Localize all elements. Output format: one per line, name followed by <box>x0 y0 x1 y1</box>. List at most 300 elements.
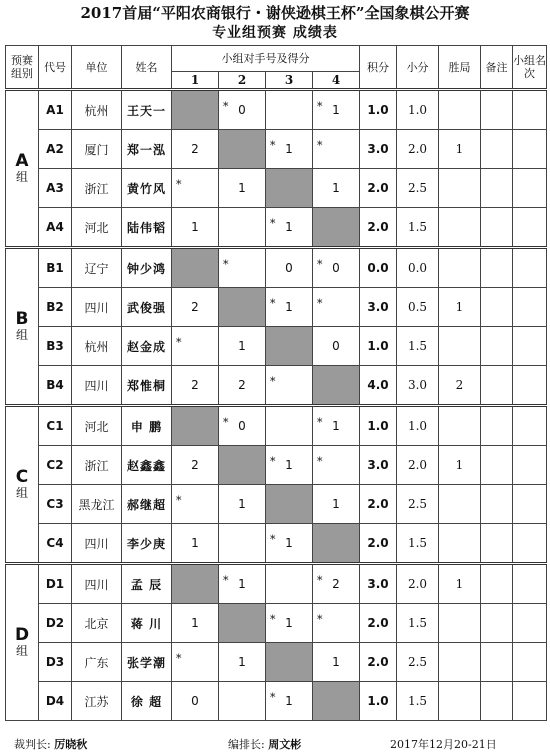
player-wins <box>439 643 481 682</box>
score-value: 2 <box>191 458 199 472</box>
player-name: 王天一 <box>122 90 172 130</box>
page-title: 2017首届“平阳农商银行・谢侠逊棋王杯”全国象棋公开赛 <box>80 4 470 22</box>
table-row <box>6 406 547 446</box>
player-points: 3.0 <box>360 288 397 327</box>
player-name: 孟 辰 <box>122 564 172 604</box>
player-code: D1 <box>39 564 72 604</box>
player-wins: 2 <box>439 366 481 406</box>
player-code: B1 <box>39 248 72 288</box>
footer-referee <box>14 736 87 752</box>
score-value: 1 <box>285 616 293 630</box>
self-cell <box>172 564 219 604</box>
player-points: 1.0 <box>360 90 397 130</box>
player-note <box>481 169 513 208</box>
header-tiebreak: 小分 <box>397 46 439 90</box>
player-unit: 北京 <box>72 604 122 643</box>
player-name: 申 鹏 <box>122 406 172 446</box>
star-mark: * <box>270 613 276 626</box>
player-unit: 厦门 <box>72 130 122 169</box>
score-value: 1 <box>191 616 199 630</box>
self-cell <box>313 366 360 406</box>
score-value: 1 <box>285 220 293 234</box>
score-cell <box>219 248 266 288</box>
score-value: 1 <box>332 419 340 433</box>
group-cell <box>6 90 39 248</box>
star-mark: * <box>176 494 182 507</box>
player-note <box>481 682 513 721</box>
self-cell <box>266 485 313 524</box>
player-tiebreak: 2.5 <box>397 643 439 682</box>
player-name: 郑一泓 <box>122 130 172 169</box>
player-points: 1.0 <box>360 327 397 366</box>
table-row <box>6 604 547 643</box>
score-cell <box>172 327 219 366</box>
table-row <box>6 248 547 288</box>
score-cell <box>266 446 313 485</box>
player-code: D3 <box>39 643 72 682</box>
player-note <box>481 406 513 446</box>
player-unit: 四川 <box>72 564 122 604</box>
player-wins: 1 <box>439 564 481 604</box>
score-value: 1 <box>285 694 293 708</box>
results-table <box>5 45 547 721</box>
score-cell <box>219 90 266 130</box>
player-points: 3.0 <box>360 446 397 485</box>
self-cell <box>266 643 313 682</box>
player-unit: 四川 <box>72 366 122 406</box>
star-mark: * <box>317 416 323 429</box>
player-wins <box>439 169 481 208</box>
player-code: A1 <box>39 90 72 130</box>
star-mark: * <box>223 258 229 271</box>
score-cell <box>172 288 219 327</box>
header-col-3: 3 <box>266 72 313 90</box>
player-code: B2 <box>39 288 72 327</box>
score-cell <box>313 169 360 208</box>
player-note <box>481 288 513 327</box>
player-tiebreak: 1.5 <box>397 524 439 564</box>
player-wins <box>439 90 481 130</box>
player-rank <box>513 327 547 366</box>
player-rank <box>513 604 547 643</box>
group-letter: D <box>14 624 30 645</box>
star-mark: * <box>270 375 276 388</box>
player-name: 徐 超 <box>122 682 172 721</box>
score-cell <box>313 643 360 682</box>
player-tiebreak: 2.5 <box>397 485 439 524</box>
score-cell <box>266 682 313 721</box>
player-name: 武俊强 <box>122 288 172 327</box>
group-label: 组 <box>15 643 28 658</box>
table-row <box>6 288 547 327</box>
table-row <box>6 485 547 524</box>
score-cell <box>219 564 266 604</box>
score-value: 1 <box>238 181 246 195</box>
player-unit: 河北 <box>72 208 122 248</box>
score-cell <box>266 248 313 288</box>
player-rank <box>513 366 547 406</box>
table-row <box>6 682 547 721</box>
score-cell <box>219 327 266 366</box>
player-tiebreak: 0.5 <box>397 288 439 327</box>
player-points: 3.0 <box>360 130 397 169</box>
star-mark: * <box>270 217 276 230</box>
score-cell <box>313 90 360 130</box>
score-cell <box>266 604 313 643</box>
player-tiebreak: 2.5 <box>397 169 439 208</box>
score-cell <box>313 327 360 366</box>
player-rank <box>513 169 547 208</box>
score-cell <box>313 130 360 169</box>
player-tiebreak: 2.0 <box>397 130 439 169</box>
star-mark: * <box>317 574 323 587</box>
star-mark: * <box>270 139 276 152</box>
star-mark: * <box>317 613 323 626</box>
self-cell <box>313 524 360 564</box>
player-unit: 辽宁 <box>72 248 122 288</box>
player-note <box>481 524 513 564</box>
star-mark: * <box>176 336 182 349</box>
score-cell <box>219 643 266 682</box>
score-value: 1 <box>238 339 246 353</box>
star-mark: * <box>270 691 276 704</box>
score-cell <box>172 169 219 208</box>
table-row <box>6 130 547 169</box>
player-unit: 杭州 <box>72 90 122 130</box>
player-points: 2.0 <box>360 169 397 208</box>
player-wins: 1 <box>439 288 481 327</box>
score-cell <box>266 406 313 446</box>
player-wins <box>439 682 481 721</box>
self-cell <box>172 406 219 446</box>
player-rank <box>513 406 547 446</box>
score-cell <box>172 643 219 682</box>
player-wins <box>439 248 481 288</box>
player-rank <box>513 248 547 288</box>
player-rank <box>513 485 547 524</box>
player-points: 2.0 <box>360 485 397 524</box>
score-cell <box>219 485 266 524</box>
score-cell <box>313 406 360 446</box>
player-rank <box>513 643 547 682</box>
player-wins: 1 <box>439 130 481 169</box>
player-unit: 河北 <box>72 406 122 446</box>
score-cell <box>172 524 219 564</box>
score-value: 1 <box>285 142 293 156</box>
results-body <box>6 90 547 721</box>
player-points: 0.0 <box>360 248 397 288</box>
self-cell <box>219 604 266 643</box>
header-group: 预赛组别 <box>6 46 39 90</box>
player-wins <box>439 604 481 643</box>
score-cell <box>172 682 219 721</box>
self-cell <box>266 169 313 208</box>
player-name: 郑惟桐 <box>122 366 172 406</box>
group-label: 组 <box>15 485 28 500</box>
footer-date: 2017年12月20-21日 <box>390 738 497 751</box>
header-unit: 单位 <box>72 46 122 90</box>
score-value: 2 <box>332 577 340 591</box>
player-points: 1.0 <box>360 682 397 721</box>
table-row <box>6 366 547 406</box>
score-value: 1 <box>332 655 340 669</box>
player-name: 张学潮 <box>122 643 172 682</box>
self-cell <box>172 248 219 288</box>
group-letter: C <box>15 466 29 487</box>
player-note <box>481 208 513 248</box>
player-code: C2 <box>39 446 72 485</box>
referee-name: 厉晓秋 <box>54 738 88 751</box>
player-code: D4 <box>39 682 72 721</box>
header-points: 积分 <box>360 46 397 90</box>
player-note <box>481 564 513 604</box>
player-wins: 1 <box>439 446 481 485</box>
score-value: 0 <box>332 339 340 353</box>
player-code: B4 <box>39 366 72 406</box>
player-unit: 江苏 <box>72 682 122 721</box>
score-cell <box>172 130 219 169</box>
header-col-1: 1 <box>172 72 219 90</box>
player-name: 赵鑫鑫 <box>122 446 172 485</box>
player-unit: 广东 <box>72 643 122 682</box>
score-cell <box>219 169 266 208</box>
player-points: 2.0 <box>360 604 397 643</box>
score-cell <box>266 130 313 169</box>
self-cell <box>219 130 266 169</box>
score-value: 1 <box>285 536 293 550</box>
player-points: 3.0 <box>360 564 397 604</box>
score-value: 1 <box>191 536 199 550</box>
player-code: C4 <box>39 524 72 564</box>
star-mark: * <box>176 652 182 665</box>
self-cell <box>313 682 360 721</box>
player-note <box>481 130 513 169</box>
header-matrix: 小组对手号及得分 <box>172 46 360 72</box>
group-cell <box>6 564 39 721</box>
score-cell <box>172 208 219 248</box>
score-value: 1 <box>238 577 246 591</box>
group-label: 组 <box>15 327 28 342</box>
player-tiebreak: 2.0 <box>397 446 439 485</box>
star-mark: * <box>223 100 229 113</box>
table-row <box>6 208 547 248</box>
score-value: 1 <box>285 458 293 472</box>
group-label: 组 <box>15 169 28 184</box>
score-value: 0 <box>191 694 199 708</box>
score-value: 0 <box>238 419 246 433</box>
player-name: 陆伟韬 <box>122 208 172 248</box>
header-rank: 小组名次 <box>513 46 547 90</box>
score-cell <box>266 208 313 248</box>
table-row <box>6 327 547 366</box>
score-value: 2 <box>191 378 199 392</box>
player-code: A4 <box>39 208 72 248</box>
score-value: 2 <box>238 378 246 392</box>
score-value: 1 <box>332 103 340 117</box>
player-name: 郝继超 <box>122 485 172 524</box>
self-cell <box>172 90 219 130</box>
self-cell <box>219 288 266 327</box>
score-cell <box>266 564 313 604</box>
header-wins: 胜局 <box>439 46 481 90</box>
star-mark: * <box>176 178 182 191</box>
player-tiebreak: 1.5 <box>397 208 439 248</box>
player-tiebreak: 0.0 <box>397 248 439 288</box>
score-cell <box>266 288 313 327</box>
self-cell <box>313 208 360 248</box>
table-row <box>6 90 547 130</box>
player-code: C1 <box>39 406 72 446</box>
player-rank <box>513 288 547 327</box>
star-mark: * <box>317 139 323 152</box>
star-mark: * <box>223 574 229 587</box>
player-rank <box>513 682 547 721</box>
score-value: 1 <box>238 655 246 669</box>
player-note <box>481 604 513 643</box>
player-rank <box>513 446 547 485</box>
player-code: A3 <box>39 169 72 208</box>
header-col-2: 2 <box>219 72 266 90</box>
score-cell <box>219 366 266 406</box>
header-col-4: 4 <box>313 72 360 90</box>
player-code: B3 <box>39 327 72 366</box>
score-value: 0 <box>285 261 293 275</box>
player-unit: 杭州 <box>72 327 122 366</box>
player-tiebreak: 3.0 <box>397 366 439 406</box>
footer-arranger <box>228 736 301 752</box>
star-mark: * <box>317 100 323 113</box>
score-cell <box>219 208 266 248</box>
player-wins <box>439 327 481 366</box>
score-cell <box>266 524 313 564</box>
player-note <box>481 446 513 485</box>
score-value: 2 <box>191 142 199 156</box>
score-cell <box>219 524 266 564</box>
table-row <box>6 524 547 564</box>
score-cell <box>313 564 360 604</box>
player-unit: 四川 <box>72 288 122 327</box>
player-name: 黄竹风 <box>122 169 172 208</box>
star-mark: * <box>223 416 229 429</box>
player-code: A2 <box>39 130 72 169</box>
player-rank <box>513 130 547 169</box>
player-tiebreak: 1.5 <box>397 604 439 643</box>
star-mark: * <box>270 297 276 310</box>
score-value: 0 <box>332 261 340 275</box>
header-code: 代号 <box>39 46 72 90</box>
group-letter: B <box>15 308 29 329</box>
score-cell <box>219 406 266 446</box>
referee-label: 裁判长: <box>14 738 51 751</box>
player-note <box>481 366 513 406</box>
player-wins <box>439 524 481 564</box>
arranger-label: 编排长: <box>228 738 265 751</box>
player-rank <box>513 90 547 130</box>
player-wins <box>439 406 481 446</box>
player-tiebreak: 1.5 <box>397 682 439 721</box>
player-name: 钟少鸿 <box>122 248 172 288</box>
player-name: 李少庚 <box>122 524 172 564</box>
score-cell <box>172 485 219 524</box>
player-note <box>481 643 513 682</box>
score-cell <box>219 682 266 721</box>
score-value: 1 <box>285 300 293 314</box>
score-value: 2 <box>191 300 199 314</box>
star-mark: * <box>317 258 323 271</box>
player-points: 4.0 <box>360 366 397 406</box>
score-value: 1 <box>332 181 340 195</box>
score-cell <box>313 288 360 327</box>
player-tiebreak: 1.5 <box>397 327 439 366</box>
score-value: 0 <box>238 103 246 117</box>
player-unit: 浙江 <box>72 169 122 208</box>
player-note <box>481 485 513 524</box>
group-cell <box>6 248 39 406</box>
player-tiebreak: 1.0 <box>397 90 439 130</box>
score-cell <box>313 248 360 288</box>
player-note <box>481 90 513 130</box>
player-unit: 浙江 <box>72 446 122 485</box>
player-unit: 四川 <box>72 524 122 564</box>
player-code: D2 <box>39 604 72 643</box>
score-cell <box>266 90 313 130</box>
player-tiebreak: 2.0 <box>397 564 439 604</box>
player-points: 2.0 <box>360 643 397 682</box>
score-cell <box>313 604 360 643</box>
star-mark: * <box>270 455 276 468</box>
player-tiebreak: 1.0 <box>397 406 439 446</box>
score-value: 1 <box>332 497 340 511</box>
player-note <box>481 327 513 366</box>
star-mark: * <box>317 297 323 310</box>
score-value: 1 <box>191 220 199 234</box>
star-mark: * <box>317 455 323 468</box>
player-points: 2.0 <box>360 524 397 564</box>
star-mark: * <box>270 533 276 546</box>
group-letter: A <box>15 150 29 171</box>
player-name: 蒋 川 <box>122 604 172 643</box>
table-row <box>6 169 547 208</box>
player-rank <box>513 564 547 604</box>
table-row <box>6 643 547 682</box>
score-cell <box>266 366 313 406</box>
score-value: 1 <box>238 497 246 511</box>
header-note: 备注 <box>481 46 513 90</box>
table-row <box>6 564 547 604</box>
arranger-name: 周文彬 <box>268 738 302 751</box>
page-subtitle: 专业组预赛 成绩表 <box>212 25 338 41</box>
player-rank <box>513 524 547 564</box>
player-points: 2.0 <box>360 208 397 248</box>
score-cell <box>313 485 360 524</box>
player-name: 赵金成 <box>122 327 172 366</box>
self-cell <box>219 446 266 485</box>
score-cell <box>172 446 219 485</box>
player-wins <box>439 485 481 524</box>
score-cell <box>172 366 219 406</box>
table-row <box>6 446 547 485</box>
player-note <box>481 248 513 288</box>
player-unit: 黑龙江 <box>72 485 122 524</box>
score-cell <box>172 604 219 643</box>
player-wins <box>439 208 481 248</box>
player-points: 1.0 <box>360 406 397 446</box>
score-cell <box>313 446 360 485</box>
player-rank <box>513 208 547 248</box>
header-name: 姓名 <box>122 46 172 90</box>
player-code: C3 <box>39 485 72 524</box>
group-cell <box>6 406 39 564</box>
